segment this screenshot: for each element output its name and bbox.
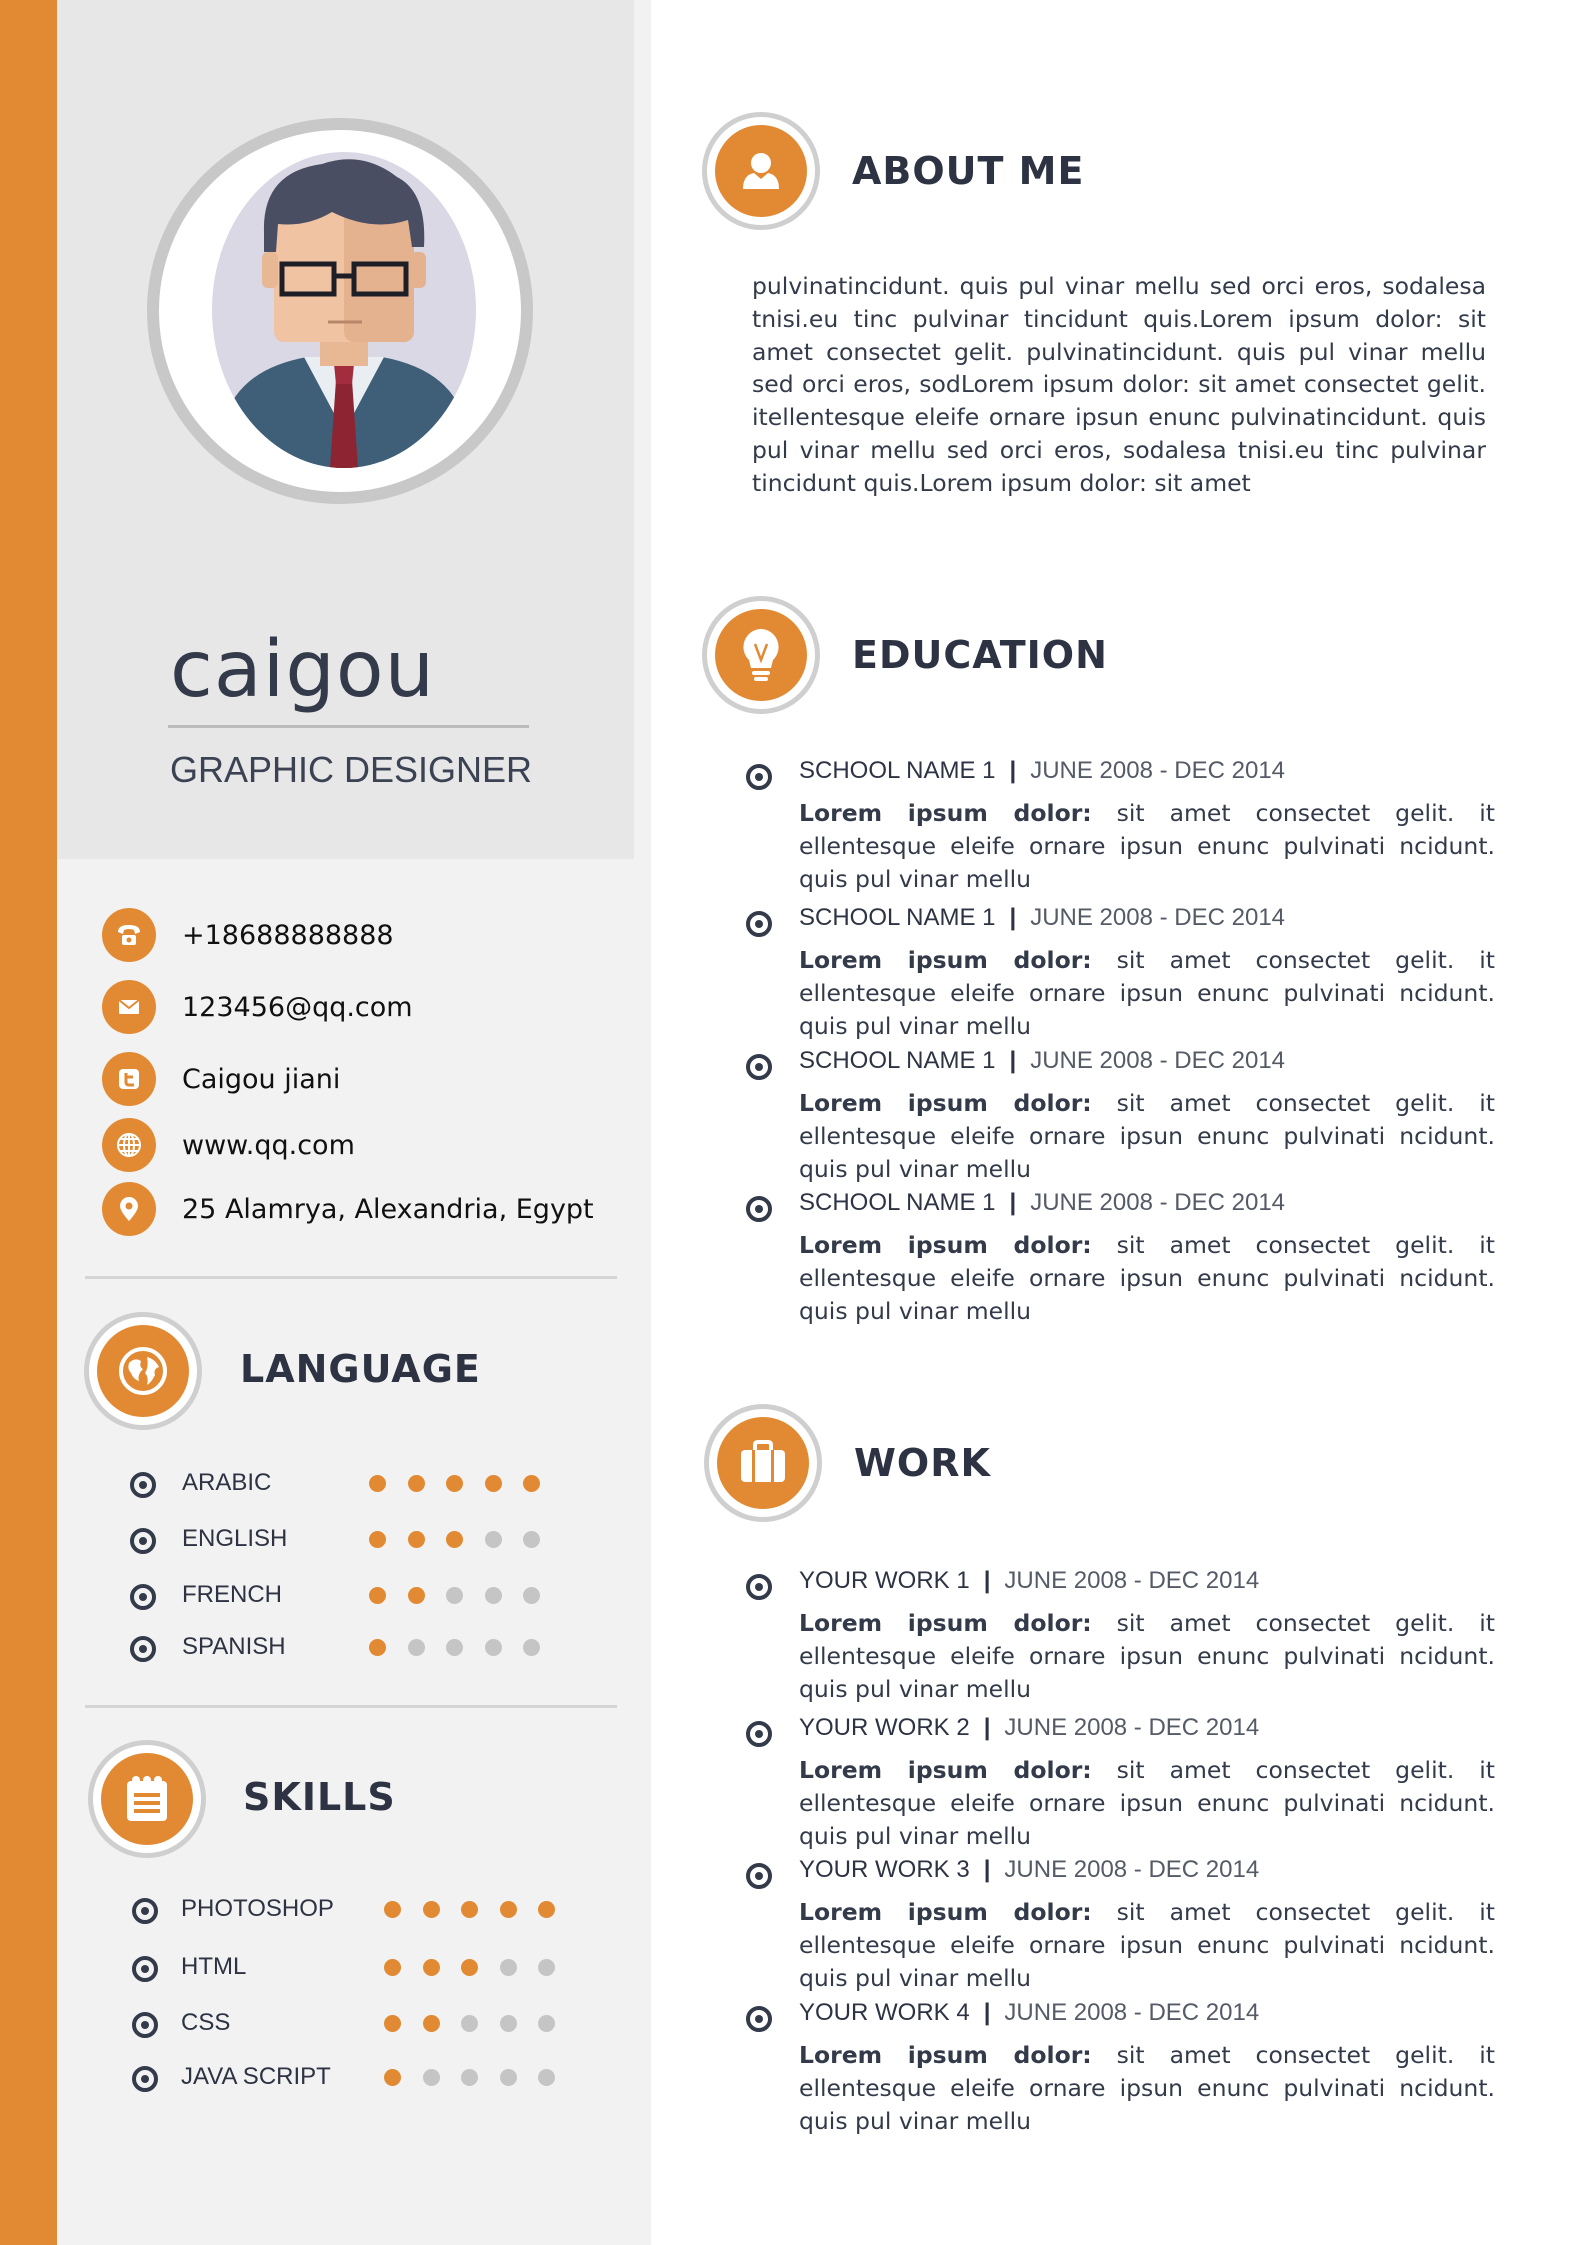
radio-bullet-icon: [132, 2066, 158, 2092]
education-dates: JUNE 2008 - DEC 2014: [1030, 757, 1286, 784]
level-dot-filled: [423, 1959, 440, 1976]
level-dot-filled: [408, 1587, 425, 1604]
level-dot-empty: [500, 1959, 517, 1976]
education-dates: JUNE 2008 - DEC 2014: [1030, 1047, 1286, 1074]
name-divider: [168, 725, 529, 728]
education-entry: [746, 1185, 1506, 1325]
notepad-icon: [123, 1773, 171, 1825]
description-text: sit amet consectet gelit. it ellentesque eleife ornare ipsun enunc pulvinati ncidunt. quis pul vinar mellu: [799, 1609, 1495, 1703]
lightbulb-icon: [739, 626, 783, 684]
contact-text: www.qq.com: [182, 1129, 355, 1161]
level-dot-empty: [461, 2015, 478, 2032]
job-title: GRAPHIC DESIGNER: [170, 749, 533, 790]
education-name: SCHOOL NAME 1: [799, 1189, 996, 1216]
level-dot-filled: [485, 1475, 502, 1492]
work-heading: [799, 1856, 1259, 1884]
radio-bullet-icon: [746, 764, 772, 790]
language-title: LANGUAGE: [240, 1347, 481, 1391]
level-dot-filled: [384, 2015, 401, 2032]
level-dot-filled: [461, 1959, 478, 1976]
heading-separator: |: [1009, 757, 1017, 784]
skills-title: SKILLS: [243, 1775, 396, 1819]
description-text: sit amet consectet gelit. it ellentesque eleife ornare ipsun enunc pulvinati ncidunt. quis pul vinar mellu: [799, 1231, 1495, 1325]
education-heading: [799, 1189, 1285, 1217]
radio-bullet-icon: [132, 1898, 158, 1924]
radio-bullet-icon: [746, 1196, 772, 1222]
work-entry: [746, 1710, 1506, 1850]
description-lead: Lorem ipsum dolor:: [799, 2041, 1092, 2069]
level-dot-empty: [446, 1639, 463, 1656]
work-dates: JUNE 2008 - DEC 2014: [1004, 1856, 1260, 1883]
level-dot-empty: [523, 1587, 540, 1604]
skills-badge: [88, 1740, 206, 1858]
level-dot-empty: [538, 2069, 555, 2086]
language-label: FRENCH: [182, 1581, 282, 1608]
language-label: SPANISH: [182, 1633, 286, 1660]
work-description: [799, 2039, 1495, 2135]
radio-bullet-icon: [746, 1863, 772, 1889]
radio-bullet-icon: [746, 1574, 772, 1600]
description-text: sit amet consectet gelit. it ellentesque eleife ornare ipsun enunc pulvinati ncidunt. quis pul vinar mellu: [799, 1089, 1495, 1183]
level-dot-empty: [485, 1587, 502, 1604]
description-lead: Lorem ipsum dolor:: [799, 946, 1092, 974]
heading-separator: |: [1009, 1189, 1017, 1216]
description-lead: Lorem ipsum dolor:: [799, 1231, 1092, 1259]
avatar: [212, 152, 477, 468]
education-dates: JUNE 2008 - DEC 2014: [1030, 904, 1286, 931]
contact-website: [102, 1118, 355, 1172]
contact-social: [102, 1052, 340, 1106]
education-entry: [746, 1043, 1506, 1183]
mail-icon: [102, 980, 156, 1034]
level-dot-filled: [500, 1901, 517, 1918]
level-dot-empty: [538, 1959, 555, 1976]
education-heading: [799, 904, 1285, 932]
level-dot-empty: [538, 2015, 555, 2032]
radio-bullet-icon: [130, 1528, 156, 1554]
education-entry: [746, 900, 1506, 1040]
heading-separator: |: [1009, 1047, 1017, 1074]
about-text: pulvinatincidunt. quis pul vinar mellu sed orci eros, sodalesa tnisi.eu tinc pulvinar tincidunt quis.Lorem ipsum dolor: sit amet consectet gelit. pulvinatincidunt. quis pul vinar mellu sed orci eros, sodLorem ipsum dolor: sit amet consectet gelit. itellentesque eleife ornare ipsun enunc pulvinatincidunt. quis pul vinar mellu sed orci eros, sodalesa tnisi.eu tinc pulvinar tincidunt quis.Lorem ipsum dolor: sit amet: [752, 272, 1486, 497]
work-name: YOUR WORK 4: [799, 1999, 970, 2026]
description-lead: Lorem ipsum dolor:: [799, 1898, 1092, 1926]
level-dot-empty: [461, 2069, 478, 2086]
level-dot-filled: [408, 1531, 425, 1548]
level-dot-filled: [369, 1587, 386, 1604]
heading-separator: |: [1009, 904, 1017, 931]
radio-bullet-icon: [132, 2012, 158, 2038]
contact-text: 123456@qq.com: [182, 991, 413, 1023]
radio-bullet-icon: [746, 2006, 772, 2032]
heading-separator: |: [983, 1714, 991, 1741]
globe-icon: [102, 1118, 156, 1172]
work-name: YOUR WORK 1: [799, 1567, 970, 1594]
description-text: sit amet consectet gelit. it ellentesque eleife ornare ipsun enunc pulvinati ncidunt. quis pul vinar mellu: [799, 946, 1495, 1040]
contact-address: [102, 1182, 594, 1236]
heading-separator: |: [983, 1856, 991, 1883]
work-entry: [746, 1852, 1506, 1992]
contact-phone: [102, 908, 394, 962]
description-lead: Lorem ipsum dolor:: [799, 1756, 1092, 1784]
work-title: WORK: [854, 1441, 991, 1485]
description-lead: Lorem ipsum dolor:: [799, 1609, 1092, 1637]
work-name: YOUR WORK 2: [799, 1714, 970, 1741]
work-badge: [704, 1404, 822, 1522]
heading-separator: |: [983, 1999, 991, 2026]
radio-bullet-icon: [130, 1636, 156, 1662]
user-icon: [736, 146, 786, 196]
level-dot-filled: [523, 1475, 540, 1492]
description-text: sit amet consectet gelit. it ellentesque eleife ornare ipsun enunc pulvinati ncidunt. quis pul vinar mellu: [799, 1898, 1495, 1992]
description-lead: Lorem ipsum dolor:: [799, 1089, 1092, 1117]
description-text: sit amet consectet gelit. it ellentesque eleife ornare ipsun enunc pulvinati ncidunt. quis pul vinar mellu: [799, 2041, 1495, 2135]
level-dot-empty: [523, 1531, 540, 1548]
orange-side-strip: [0, 0, 57, 2245]
education-heading: [799, 1047, 1285, 1075]
location-pin-icon: [102, 1182, 156, 1236]
heading-separator: |: [983, 1567, 991, 1594]
description-text: sit amet consectet gelit. it ellentesque eleife ornare ipsun enunc pulvinati ncidunt. quis pul vinar mellu: [799, 799, 1495, 893]
level-dot-filled: [423, 1901, 440, 1918]
twitter-icon: [102, 1052, 156, 1106]
education-heading: [799, 757, 1285, 785]
level-dot-filled: [384, 1901, 401, 1918]
education-description: [799, 1229, 1495, 1325]
work-description: [799, 1754, 1495, 1850]
person-name: caigou: [170, 625, 436, 715]
radio-bullet-icon: [132, 1956, 158, 1982]
language-label: ENGLISH: [182, 1525, 288, 1552]
work-description: [799, 1896, 1495, 1992]
description-text: sit amet consectet gelit. it ellentesque eleife ornare ipsun enunc pulvinati ncidunt. quis pul vinar mellu: [799, 1756, 1495, 1850]
language-badge: [84, 1312, 202, 1430]
radio-bullet-icon: [746, 1054, 772, 1080]
level-dot-empty: [523, 1639, 540, 1656]
level-dot-filled: [384, 2069, 401, 2086]
education-name: SCHOOL NAME 1: [799, 757, 996, 784]
work-heading: [799, 1567, 1259, 1595]
education-description: [799, 797, 1495, 893]
level-dot-filled: [446, 1531, 463, 1548]
work-dates: JUNE 2008 - DEC 2014: [1004, 1999, 1260, 2026]
description-lead: Lorem ipsum dolor:: [799, 799, 1092, 827]
level-dot-empty: [500, 2069, 517, 2086]
level-dot-filled: [423, 2015, 440, 2032]
level-dot-filled: [408, 1475, 425, 1492]
about-badge: [702, 112, 820, 230]
education-dates: JUNE 2008 - DEC 2014: [1030, 1189, 1286, 1216]
skill-label: PHOTOSHOP: [181, 1895, 334, 1922]
work-description: [799, 1607, 1495, 1703]
level-dot-empty: [446, 1587, 463, 1604]
work-heading: [799, 1714, 1259, 1742]
education-description: [799, 944, 1495, 1040]
level-dot-filled: [538, 1901, 555, 1918]
skill-label: HTML: [181, 1953, 247, 1980]
sidebar-divider: [85, 1276, 617, 1279]
work-entry: [746, 1995, 1506, 2135]
work-name: YOUR WORK 3: [799, 1856, 970, 1883]
skill-label: JAVA SCRIPT: [181, 2063, 331, 2090]
contact-text: 25 Alamrya, Alexandria, Egypt: [182, 1193, 594, 1225]
sidebar-divider: [85, 1705, 617, 1708]
work-entry: [746, 1563, 1506, 1703]
level-dot-empty: [423, 2069, 440, 2086]
radio-bullet-icon: [746, 911, 772, 937]
level-dot-filled: [369, 1531, 386, 1548]
contact-text: Caigou jiani: [182, 1063, 341, 1095]
level-dot-filled: [384, 1959, 401, 1976]
education-title: EDUCATION: [852, 633, 1108, 677]
briefcase-icon: [738, 1440, 788, 1486]
level-dot-empty: [408, 1639, 425, 1656]
education-entry: [746, 753, 1506, 893]
world-map-icon: [117, 1345, 169, 1397]
level-dot-empty: [485, 1639, 502, 1656]
skill-label: CSS: [181, 2009, 231, 2036]
language-label: ARABIC: [182, 1469, 272, 1496]
work-dates: JUNE 2008 - DEC 2014: [1004, 1567, 1260, 1594]
level-dot-filled: [369, 1475, 386, 1492]
education-name: SCHOOL NAME 1: [799, 904, 996, 931]
radio-bullet-icon: [130, 1472, 156, 1498]
contact-email: [102, 980, 413, 1034]
education-description: [799, 1087, 1495, 1183]
radio-bullet-icon: [746, 1721, 772, 1747]
level-dot-empty: [500, 2015, 517, 2032]
radio-bullet-icon: [130, 1584, 156, 1610]
level-dot-empty: [485, 1531, 502, 1548]
level-dot-filled: [461, 1901, 478, 1918]
work-heading: [799, 1999, 1259, 2027]
contact-text: +18688888888: [182, 919, 394, 951]
work-dates: JUNE 2008 - DEC 2014: [1004, 1714, 1260, 1741]
level-dot-filled: [369, 1639, 386, 1656]
education-name: SCHOOL NAME 1: [799, 1047, 996, 1074]
about-title: ABOUT ME: [852, 149, 1085, 193]
level-dot-filled: [446, 1475, 463, 1492]
education-badge: [702, 596, 820, 714]
phone-icon: [102, 908, 156, 962]
